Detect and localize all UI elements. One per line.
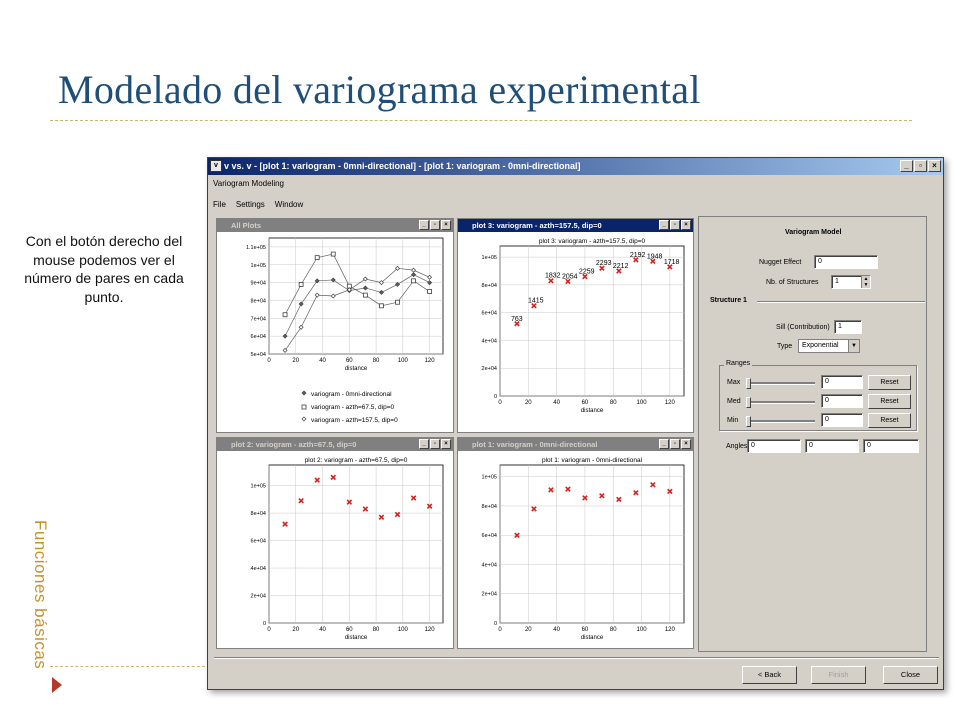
angle3-input[interactable]: 0 <box>863 439 919 453</box>
min-input[interactable]: 0 <box>821 413 863 427</box>
med-slider-thumb[interactable] <box>746 397 751 408</box>
y-tick-label: 6e+04 <box>481 310 497 317</box>
panel-plot3-title-text: plot 3: variogram - azth=157.5, dip=0 <box>472 221 602 230</box>
window-title: v vs. v - [plot 1: variogram - 0mni-directional] - [plot 1: variogram - 0mni-directional] <box>224 161 581 171</box>
slide-title: Modelado del variograma experimental <box>58 67 701 112</box>
footer-divider <box>50 666 210 667</box>
med-input[interactable]: 0 <box>821 394 863 408</box>
panel-plot2-title[interactable] <box>217 438 453 451</box>
panel-minimize-button[interactable]: _ <box>659 439 669 449</box>
structure-label: Structure 1 <box>710 297 747 304</box>
plot1-chart[interactable] <box>458 451 693 648</box>
max-reset-button[interactable]: Reset <box>868 375 911 390</box>
panel-maximize-button[interactable]: ▫ <box>670 220 680 230</box>
panel-plot2-title-text: plot 2: variogram - azth=67.5, dip=0 <box>231 440 357 449</box>
app-menubar <box>213 179 284 188</box>
x-tick-label: 120 <box>664 400 675 406</box>
chevron-down-icon[interactable]: ▼ <box>848 340 859 352</box>
panel-all-plots-title[interactable] <box>217 219 453 232</box>
window-titlebar[interactable] <box>208 158 943 175</box>
pair-count-label: 1832 <box>544 272 561 280</box>
y-tick-label: 0 <box>493 394 497 400</box>
max-label: Max <box>727 379 741 386</box>
panel-maximize-button[interactable]: ▫ <box>670 439 680 449</box>
y-tick-label: 2e+04 <box>481 591 497 598</box>
x-tick-label: 60 <box>581 400 589 406</box>
angles-label: Angles <box>726 443 748 450</box>
structure-divider <box>757 301 925 303</box>
panel-close-button[interactable]: × <box>681 439 691 449</box>
data-point <box>412 279 416 283</box>
panel-plot3-title[interactable] <box>458 219 693 232</box>
y-tick-label: 2e+04 <box>250 593 266 600</box>
x-tick-label: 20 <box>524 627 532 633</box>
y-tick-label: 1e+05 <box>481 474 497 481</box>
panel-plot1-title[interactable] <box>458 438 693 451</box>
legend-marker <box>302 417 306 421</box>
type-select-value: Exponential <box>802 342 839 349</box>
med-label: Med <box>727 398 741 405</box>
plot-subtitle: plot 1: variogram - 0mni-directional <box>541 457 643 464</box>
x-axis-label: distance <box>580 635 604 641</box>
maximize-button[interactable]: ▫ <box>914 160 927 172</box>
pair-count-label: 1718 <box>663 258 680 266</box>
plot-frame <box>500 465 684 623</box>
plot-subtitle: plot 3: variogram - azth=157.5, dip=0 <box>538 238 646 245</box>
y-tick-label: 8e+04 <box>250 511 266 518</box>
data-point <box>315 256 319 260</box>
pair-count-label: 2212 <box>612 263 629 270</box>
y-tick-label: 1e+05 <box>481 255 497 262</box>
y-tick-label: 0 <box>493 621 497 627</box>
panel-maximize-button[interactable]: ▫ <box>430 439 440 449</box>
panel-minimize-button[interactable]: _ <box>419 220 429 230</box>
pair-count-label: 2054 <box>561 273 578 281</box>
data-point <box>428 290 432 294</box>
x-tick-label: 40 <box>553 627 560 633</box>
close-button[interactable]: Close <box>883 666 938 684</box>
app-window <box>207 157 944 690</box>
x-axis-label: distance <box>344 366 368 372</box>
panel-close-button[interactable]: × <box>681 220 691 230</box>
panel-minimize-button[interactable]: _ <box>419 439 429 449</box>
x-tick-label: 20 <box>292 627 300 633</box>
panel-all-plots-title-text: All Plots <box>231 221 262 230</box>
y-tick-label: 6e+04 <box>250 538 266 545</box>
title-divider <box>50 120 912 121</box>
plot-subtitle: plot 2: variogram - azth=67.5, dip=0 <box>304 457 408 464</box>
data-point <box>331 252 335 256</box>
x-tick-label: 100 <box>636 627 647 633</box>
x-tick-label: 60 <box>345 627 353 633</box>
close-window-button[interactable]: × <box>928 160 941 172</box>
panel-close-button[interactable]: × <box>441 220 451 230</box>
y-tick-label: 6e+04 <box>250 334 266 341</box>
nb-structures-label: Nb. of Structures <box>766 279 819 286</box>
legend-label: variogram - 0mni-directional <box>311 391 392 398</box>
panel-plot2 <box>216 437 454 649</box>
data-point <box>379 304 383 308</box>
variogram-model-form <box>698 216 927 652</box>
panel-plot1 <box>457 437 694 649</box>
panel-all-plots <box>216 218 454 433</box>
y-tick-label: 9e+04 <box>250 280 266 287</box>
y-tick-label: 4e+04 <box>250 566 266 573</box>
max-slider-track[interactable] <box>747 382 815 385</box>
x-tick-label: 80 <box>609 400 617 406</box>
x-tick-label: 0 <box>498 400 502 406</box>
app-icon: v <box>210 160 222 172</box>
plot2-chart[interactable] <box>217 451 453 648</box>
menu-file[interactable]: File <box>213 200 226 209</box>
x-tick-label: 40 <box>553 400 560 406</box>
panel-minimize-button[interactable]: _ <box>659 220 669 230</box>
x-tick-label: 40 <box>319 627 326 633</box>
data-point <box>299 282 303 286</box>
minimize-button[interactable]: _ <box>900 160 913 172</box>
sill-input[interactable]: 1 <box>834 320 862 334</box>
spinner-arrows-icon[interactable]: ▲ ▼ <box>861 276 870 288</box>
x-tick-label: 0 <box>267 358 271 364</box>
form-header: Variogram Model <box>785 229 842 236</box>
pair-count-label: 1948 <box>646 253 663 261</box>
nb-structures-value: 1 <box>835 278 839 285</box>
legend-marker <box>302 391 306 395</box>
arrow-icon <box>52 677 62 693</box>
y-tick-label: 8e+04 <box>250 298 266 305</box>
min-slider-track[interactable] <box>747 420 815 423</box>
angle2-input[interactable]: 0 <box>805 439 859 453</box>
med-slider-track[interactable] <box>747 401 815 404</box>
pair-count-label: 763 <box>510 315 523 323</box>
data-point <box>283 313 287 317</box>
data-point <box>395 300 399 304</box>
y-tick-label: 5e+04 <box>250 352 266 358</box>
y-tick-label: 0 <box>262 621 266 627</box>
legend-label: variogram - azth=67.5, dip=0 <box>311 404 395 411</box>
min-reset-button[interactable]: Reset <box>868 413 911 428</box>
y-tick-label: 8e+04 <box>481 503 497 510</box>
x-tick-label: 20 <box>524 400 532 406</box>
x-tick-label: 60 <box>581 627 589 633</box>
angle1-input[interactable]: 0 <box>747 439 801 453</box>
y-tick-label: 8e+04 <box>481 282 497 289</box>
y-tick-label: 1e+05 <box>250 483 266 490</box>
footer-separator <box>214 657 939 659</box>
pair-count-label: 2293 <box>595 260 612 268</box>
x-tick-label: 120 <box>424 358 435 364</box>
x-tick-label: 80 <box>372 358 380 364</box>
y-tick-label: 4e+04 <box>481 338 497 345</box>
pair-count-label: 2192 <box>629 251 646 259</box>
ranges-label: Ranges <box>726 360 751 367</box>
panel-plot1-title-text: plot 1: variogram - 0mni-directional <box>472 440 598 449</box>
min-slider-thumb[interactable] <box>746 416 751 427</box>
max-slider-thumb[interactable] <box>746 378 751 389</box>
x-tick-label: 120 <box>664 627 675 633</box>
annotation-note: Con el botón derecho del mouse podemos ver el número de pares en cada punto. <box>24 233 184 305</box>
panel-close-button[interactable]: × <box>441 439 451 449</box>
menu-window[interactable]: Window <box>274 200 304 209</box>
x-tick-label: 80 <box>609 627 617 633</box>
x-tick-label: 120 <box>424 627 435 633</box>
panel-maximize-button[interactable]: ▫ <box>430 220 440 230</box>
x-tick-label: 100 <box>636 400 647 406</box>
y-tick-label: 1.1e+05 <box>245 244 266 251</box>
all-plots-chart[interactable] <box>217 232 453 432</box>
x-tick-label: 20 <box>292 358 300 364</box>
x-axis-label: distance <box>344 635 368 641</box>
nb-structures-input[interactable] <box>831 275 871 289</box>
y-tick-label: 6e+04 <box>481 533 497 540</box>
y-tick-label: 4e+04 <box>481 562 497 569</box>
plot-frame <box>269 465 443 623</box>
x-axis-label: distance <box>580 408 604 414</box>
y-tick-label: 2e+04 <box>481 366 497 373</box>
x-tick-label: 100 <box>397 358 408 364</box>
pair-count-label: 1415 <box>527 297 544 305</box>
data-point <box>363 293 367 297</box>
x-tick-label: 80 <box>372 627 380 633</box>
x-tick-label: 100 <box>397 627 408 633</box>
back-button[interactable]: < Back <box>742 666 797 684</box>
menu-variogram-modeling[interactable]: Variogram Modeling <box>213 179 284 188</box>
panel-plot3 <box>457 218 694 433</box>
pair-count-label: 2259 <box>578 268 595 276</box>
nugget-label: Nugget Effect <box>759 259 802 266</box>
x-tick-label: 0 <box>498 627 502 633</box>
x-tick-label: 0 <box>267 627 271 633</box>
med-reset-button[interactable]: Reset <box>868 394 911 409</box>
x-tick-label: 60 <box>345 358 353 364</box>
y-tick-label: 7e+04 <box>250 316 266 323</box>
y-tick-label: 1e+05 <box>250 262 266 269</box>
sill-label: Sill (Contribution) <box>776 324 830 331</box>
max-input[interactable]: 0 <box>821 375 863 389</box>
section-label: Funciones básicas <box>31 520 50 670</box>
menu-settings[interactable]: Settings <box>235 200 265 209</box>
x-tick-label: 40 <box>319 358 326 364</box>
min-label: Min <box>727 417 739 424</box>
legend-label: variogram - azth=157.5, dip=0 <box>311 417 398 424</box>
legend-marker <box>302 405 306 409</box>
type-select[interactable] <box>798 339 860 353</box>
finish-button[interactable]: Finish <box>811 666 866 684</box>
nugget-input[interactable]: 0 <box>814 255 878 269</box>
plot3-chart[interactable] <box>458 232 693 432</box>
menubar <box>213 200 303 209</box>
type-label: Type <box>777 343 793 350</box>
